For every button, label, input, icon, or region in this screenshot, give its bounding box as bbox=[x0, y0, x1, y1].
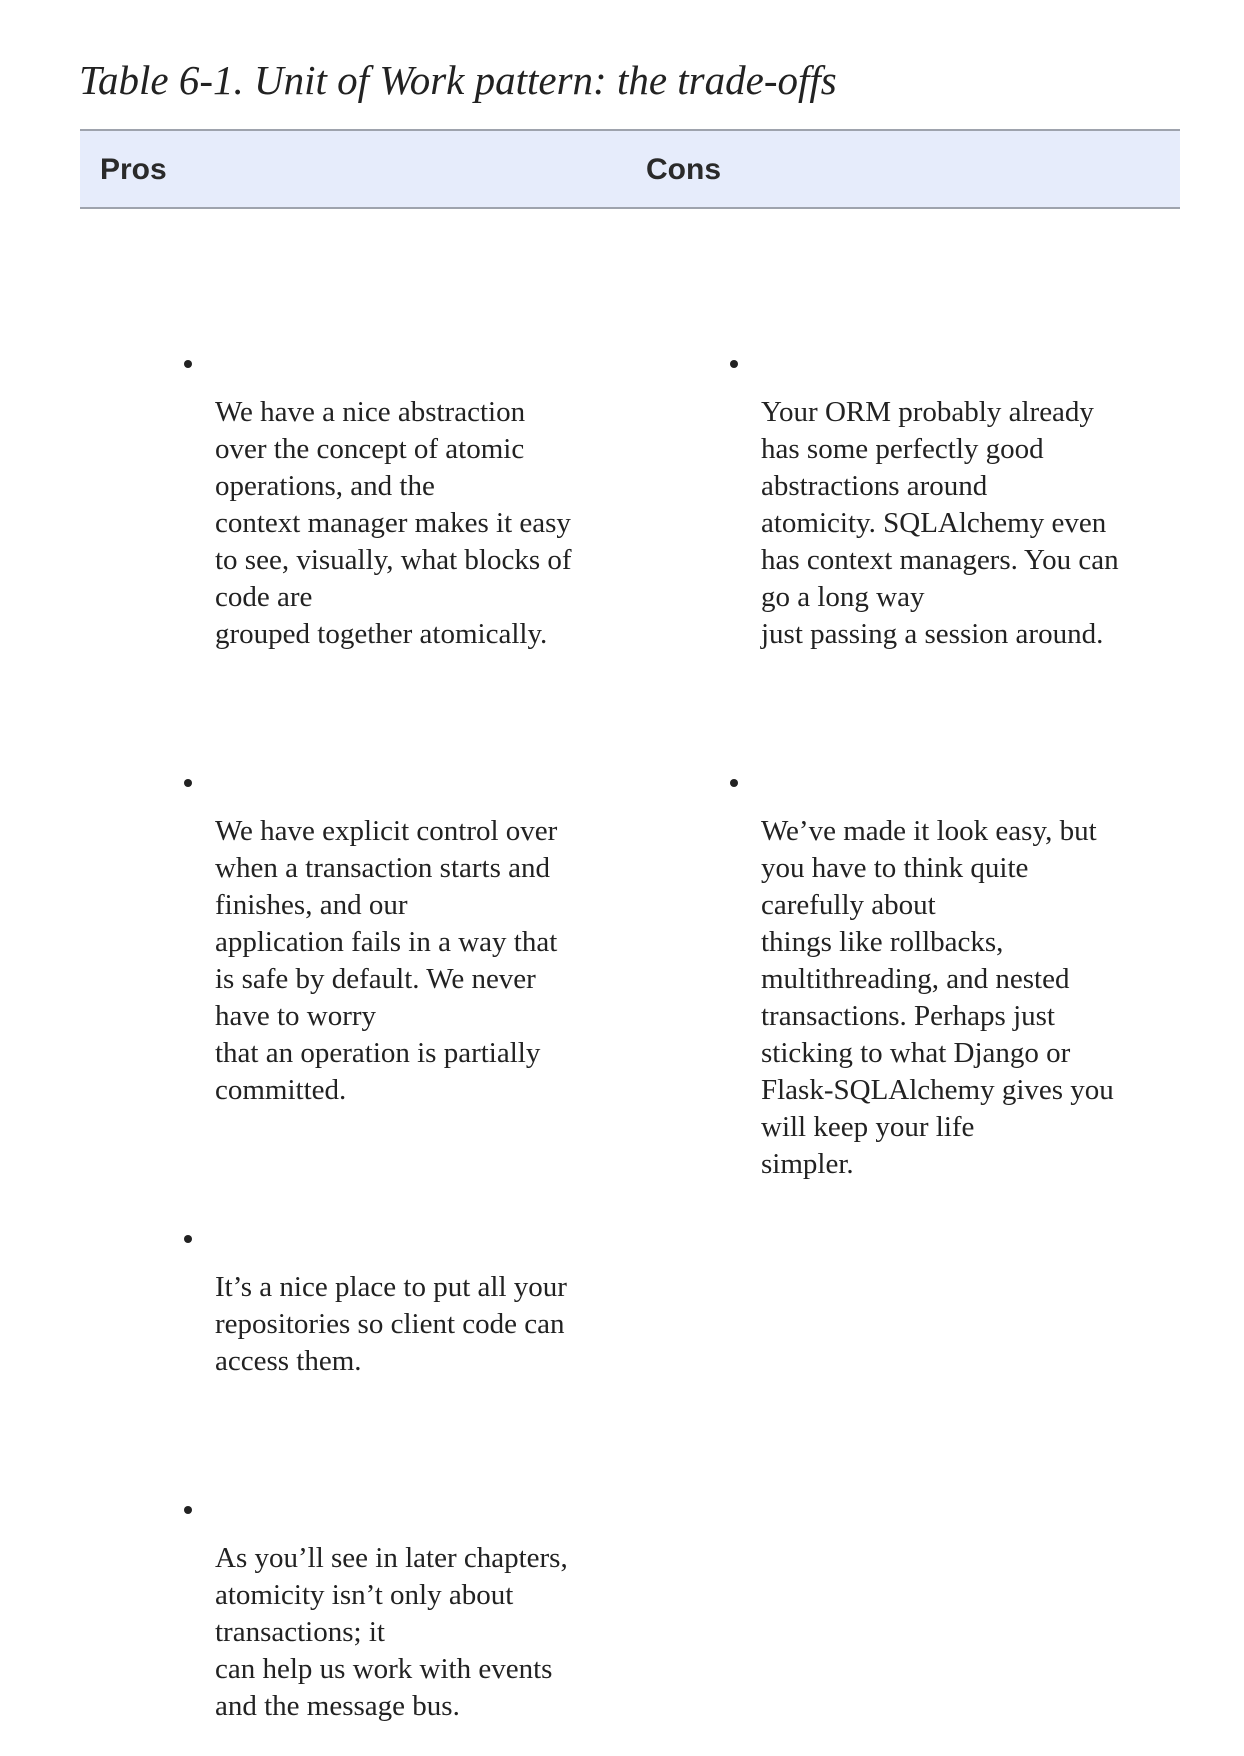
bullet-icon bbox=[730, 360, 738, 368]
cons-list bbox=[730, 360, 1160, 1183]
pros-item bbox=[184, 360, 614, 653]
pros-item bbox=[184, 1506, 614, 1725]
pros-item-text: As you’ll see in later chapters, atomicity isn’t only about transactions; it can help us work with events and the message bus. bbox=[215, 1542, 568, 1722]
cons-item-text: Your ORM probably already has some perfectly good abstractions around atomicity. SQLAlchemy even has context managers. You can go a long way just passing a session around. bbox=[761, 396, 1119, 650]
pros-item-text: It’s a nice place to put all your repositories so client code can access them. bbox=[215, 1271, 567, 1377]
pros-list bbox=[184, 360, 614, 1725]
table-header bbox=[80, 129, 1180, 209]
pros-item-text: We have explicit control over when a transaction starts and finishes, and our application fails in a way that is safe by default. We never have to worry that an operation is partially committed. bbox=[215, 815, 558, 1106]
bullet-icon bbox=[184, 779, 192, 787]
cons-item bbox=[730, 360, 1160, 653]
table-caption: Table 6-1. Unit of Work pattern: the trade-offs bbox=[79, 57, 837, 103]
bullet-icon bbox=[184, 1235, 192, 1243]
pros-item-text: We have a nice abstraction over the concept of atomic operations, and the context manager makes it easy to see, visually, what blocks of code are grouped together atomically. bbox=[215, 396, 572, 650]
pros-column-header: Pros bbox=[100, 153, 167, 186]
pros-item bbox=[184, 1235, 614, 1380]
bullet-icon bbox=[730, 779, 738, 787]
cons-item bbox=[730, 779, 1160, 1183]
bullet-icon bbox=[184, 360, 192, 368]
pros-item bbox=[184, 779, 614, 1109]
cons-item-text: We’ve made it look easy, but you have to think quite carefully about things like rollbacks, multithreading, and nested transactions. Perhaps just sticking to what Django or Flask-SQLAlchemy gives you will keep your life simpler. bbox=[761, 815, 1114, 1180]
bullet-icon bbox=[184, 1506, 192, 1514]
cons-column-header: Cons bbox=[646, 153, 721, 186]
